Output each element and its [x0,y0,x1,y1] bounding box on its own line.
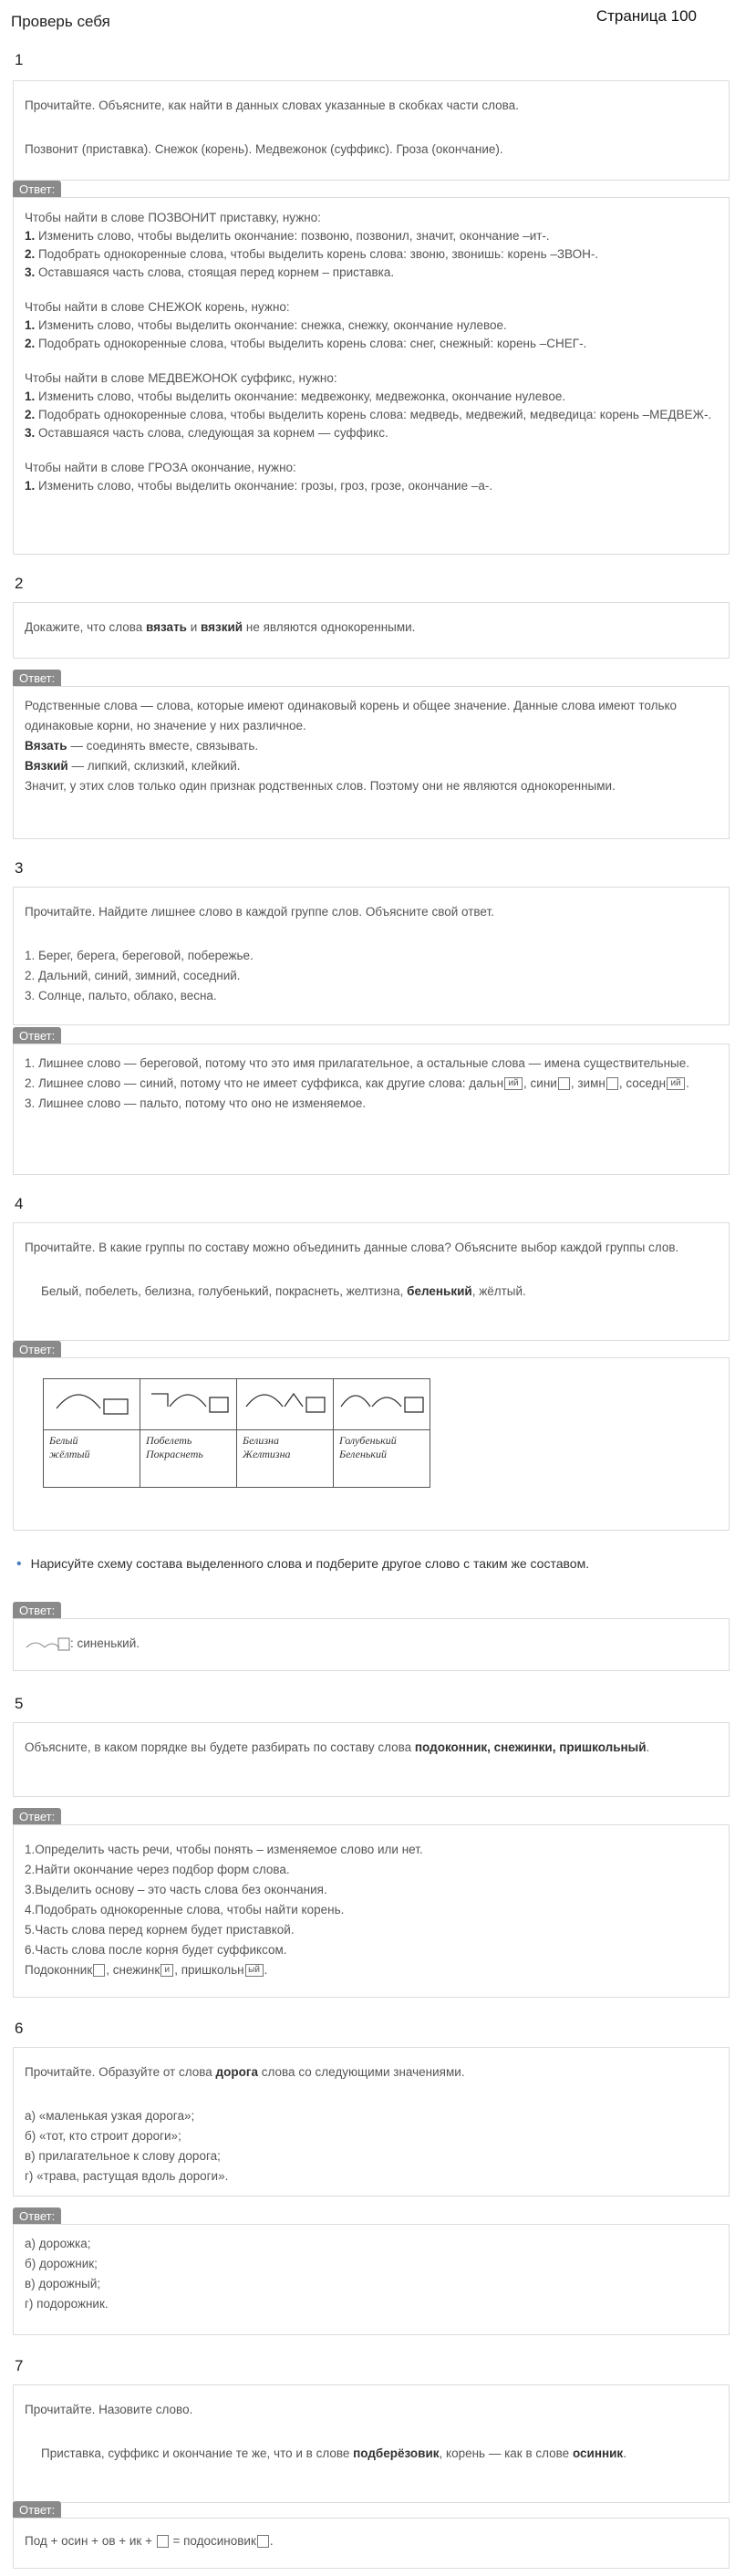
sub-question: • Нарисуйте схему состава выделенного слова и подберите другое слово с таким же составом. [16,1556,589,1573]
question-items: а) «маленькая узкая дорога»; б) «тот, кто строит дороги»; в) прилагательное к слову дорога; г) «трава, растущая вдоль дороги». [25,2109,229,2183]
answer-line: 1. Изменить слово, чтобы выделить окончание: позвоню, позвонил, значит, окончание –ит-. [25,229,550,243]
word-scheme-icon [25,1636,70,1651]
answer-box [13,1044,730,1175]
answer-line: 2. Подобрать однокоренные слова, чтобы выделить корень слова: снег, снежный: корень –СНЕГ-. [25,337,587,350]
answer-line: 1. Лишнее слово — береговой, потому что это имя прилагательное, а остальные слова — имена существительные. [25,1056,690,1070]
root-ending-scheme-icon [49,1385,136,1421]
answer-line: 5.Часть слова перед корнем будет приставкой. [25,1923,295,1937]
answer-box [13,2518,730,2569]
question-box [13,1722,730,1797]
answer-label: Ответ: [13,1341,61,1358]
task-number: 2 [15,575,24,592]
answer-line: Чтобы найти в слове ПОЗВОНИТ приставку, нужно: [25,211,321,224]
word-structure-table [43,1378,430,1488]
question-text: Прочитайте. Образуйте от слова дорога слова со следующими значениями. [25,2065,465,2079]
answer-line: 6.Часть слова после корня будет суффиксом. [25,1943,287,1957]
root-suffix-suffix-ending-scheme-icon [339,1385,430,1421]
answer-line: 3. Лишнее слово — пальто, потому что оно не изменяемое. [25,1096,367,1110]
schema-column: Белизна Желтизна [237,1379,334,1487]
question-text-2: Приставка, суффикс и окончание те же, что и в слове подберёзовик, корень — как в слове осинник. [41,2446,626,2460]
answer-line: : синенький. [25,1634,718,1654]
page-title: Проверь себя [11,13,110,30]
answer-line: 1. Изменить слово, чтобы выделить окончание: снежка, снежку, окончание нулевое. [25,318,507,332]
schema-column: Побелеть Покраснеть [140,1379,237,1487]
schema-column: Белый жёлтый [44,1379,140,1487]
task-number: 1 [15,51,24,68]
task-number: 3 [15,859,24,877]
answer-label: Ответ: [13,670,61,687]
question-text: Докажите, что слова вязать и вязкий не являются однокоренными. [25,620,416,634]
answer-label: Ответ: [13,1808,61,1825]
question-words: Белый, побелеть, белизна, голубенький, покраснеть, желтизна, беленький, жёлтый. [41,1284,526,1298]
question-box [13,1222,730,1341]
answer-line: Значит, у этих слов только один признак родственных слов. Поэтому они не являются однокоренными. [25,779,616,793]
task-number: 7 [15,2357,24,2374]
answer-line: 1. Изменить слово, чтобы выделить окончание: грозы, гроз, грозе, окончание –а-. [25,479,493,493]
question-text: Прочитайте. В какие группы по составу можно объединить данные слова? Объясните выбор каждой группы слов. [25,1241,679,1254]
answer-line: 3. Оставшаяся часть слова, следующая за корнем — суффикс. [25,426,388,440]
prefix-root-ending-scheme-icon [146,1385,233,1421]
answer-line: б) дорожник; [25,2257,98,2270]
answer-line: Подоконник , снежинк и , пришкольн ый . [25,1963,268,1977]
question-words: Позвонит (приставка). Снежок (корень). Медвежонок (суффикс). Гроза (окончание). [25,142,503,156]
answer-line: Вязкий — липкий, склизкий, клейкий. [25,759,241,773]
task-number: 4 [15,1195,24,1212]
question-box [13,887,730,1025]
answer-line: Чтобы найти в слове ГРОЗА окончание, нужно: [25,461,296,474]
answer-line: Чтобы найти в слове МЕДВЕЖОНОК суффикс, нужно: [25,371,337,385]
answer-line: 2. Подобрать однокоренные слова, чтобы выделить корень слова: звоню, звонишь: корень –ЗВОН-. [25,247,599,261]
question-text: Прочитайте. Объясните, как найти в данных словах указанные в скобках части слова. [25,99,519,112]
question-box [13,80,730,181]
answer-line: Чтобы найти в слове СНЕЖОК корень, нужно: [25,300,290,314]
answer-label: Ответ: [13,2501,61,2519]
question-box [13,2384,730,2503]
answer-line: 4.Подобрать однокоренные слова, чтобы найти корень. [25,1903,345,1916]
answer-line: Родственные слова — слова, которые имеют одинаковый корень и общее значение. Данные слова имеют только одинаковые корни, но значение у них различное. [25,699,678,732]
answer-line: 1.Определить часть речи, чтобы понять – изменяемое слово или нет. [25,1843,423,1856]
answer-label: Ответ: [13,181,61,198]
answer-label: Ответ: [13,2207,61,2225]
answer-box [13,1357,730,1531]
root-suffix-ending-scheme-icon [243,1385,329,1421]
question-text: Прочитайте. Найдите лишнее слово в каждой группе слов. Объясните свой ответ. [25,905,494,919]
answer-line: 3.Выделить основу – это часть слова без окончания. [25,1883,327,1896]
answer-box [13,1618,730,1671]
answer-line: 2. Лишнее слово — синий, потому что не имеет суффикса, как другие слова: дальн ий , сини , зимн , соседн ий . [25,1076,689,1090]
answer-line: г) подорожник. [25,2297,109,2311]
answer-box [13,1824,730,1998]
answer-line: а) дорожка; [25,2237,91,2250]
task-number: 6 [15,2020,24,2037]
answer-line: 1. Изменить слово, чтобы выделить окончание: медвежонку, медвежонка, окончание нулевое. [25,390,566,403]
answer-box [13,686,730,839]
word-groups: 1. Берег, берега, береговой, побережье. 2. Дальний, синий, зимний, соседний. 3. Солнце, пальто, облако, весна. [25,949,254,1002]
answer-label: Ответ: [13,1602,61,1619]
question-text: Объясните, в каком порядке вы будете разбирать по составу слова подоконник, снежинки, пришкольный. [25,1740,650,1754]
answer-line: 2.Найти окончание через подбор форм слова. [25,1863,290,1876]
answer-line: 2. Подобрать однокоренные слова, чтобы выделить корень слова: медведь, медвежий, медведица: корень –МЕДВЕЖ-. [25,408,712,421]
question-text: Прочитайте. Назовите слово. [25,2403,193,2416]
question-box [13,2047,730,2197]
question-box [13,602,730,659]
answer-line: в) дорожный; [25,2277,101,2290]
answer-box [13,2224,730,2335]
answer-line: Вязать — соединять вместе, связывать. [25,739,259,753]
answer-line: Под + осин + ов + ик + = подосиновик . [25,2534,274,2548]
page-number: Страница 100 [595,7,697,25]
schema-column: Голубенький Беленький [334,1379,430,1487]
answer-line: 3. Оставшаяся часть слова, стоящая перед корнем – приставка. [25,265,395,279]
answer-label: Ответ: [13,1027,61,1044]
task-number: 5 [15,1695,24,1712]
answer-box [13,197,730,555]
